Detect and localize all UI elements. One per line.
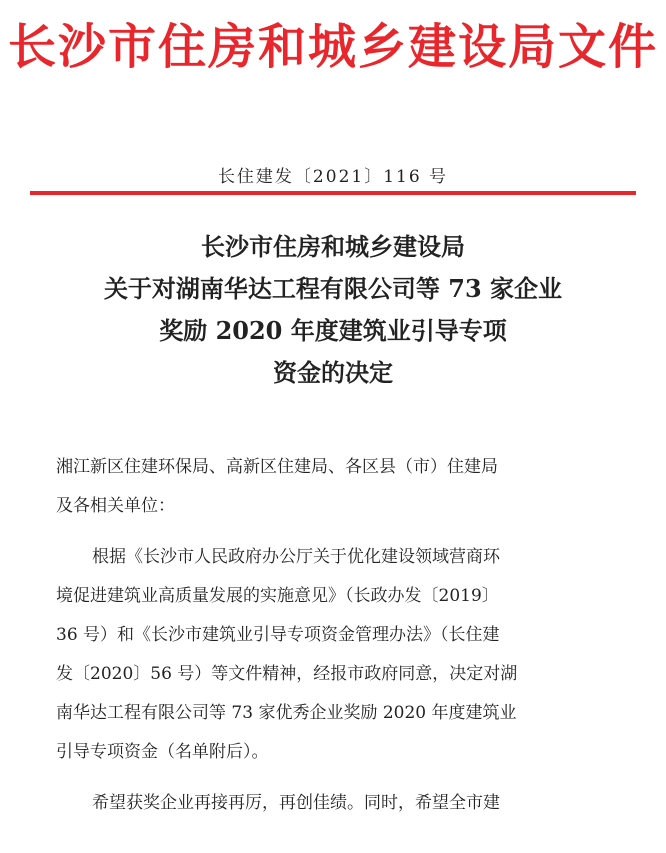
- paragraph-line: 境促进建筑业高质量发展的实施意见》（长政办发〔2019〕: [56, 586, 499, 606]
- paragraph-line: 南华达工程有限公司等 73 家优秀企业奖励 2020 年度建筑业: [56, 703, 517, 723]
- title-line: 关于对湖南华达工程有限公司等 73 家企业: [103, 274, 563, 303]
- title-line: 长沙市住房和城乡建设局: [201, 232, 465, 261]
- document-title: [0, 226, 666, 394]
- document-masthead: 长沙市住房和城乡建设局文件: [7, 19, 658, 75]
- paragraph-line: 36 号）和《长沙市建筑业引导专项资金管理办法》（长住建: [56, 625, 500, 645]
- document-number: 长住建发〔2021〕116 号: [217, 167, 449, 187]
- addressee-line: 湘江新区住建环保局、高新区住建局、各区县（市）住建局: [56, 457, 498, 477]
- addressee-line: 及各相关单位：: [56, 496, 175, 516]
- document-body: [56, 448, 616, 823]
- paragraph-line: 引导专项资金（名单附后）。: [56, 742, 269, 762]
- title-line: 奖励 2020 年度建筑业引导专项: [159, 316, 507, 345]
- red-divider-line: [30, 191, 636, 195]
- title-line: 资金的决定: [273, 358, 393, 387]
- paragraph-line: 希望获奖企业再接再厉，再创佳绩。同时，希望全市建: [92, 793, 500, 813]
- paragraph-line: 根据《长沙市人民政府办公厅关于优化建设领域营商环: [92, 547, 500, 567]
- paragraph-line: 发〔2020〕56 号）等文件精神，经报市政府同意，决定对湖: [56, 664, 518, 684]
